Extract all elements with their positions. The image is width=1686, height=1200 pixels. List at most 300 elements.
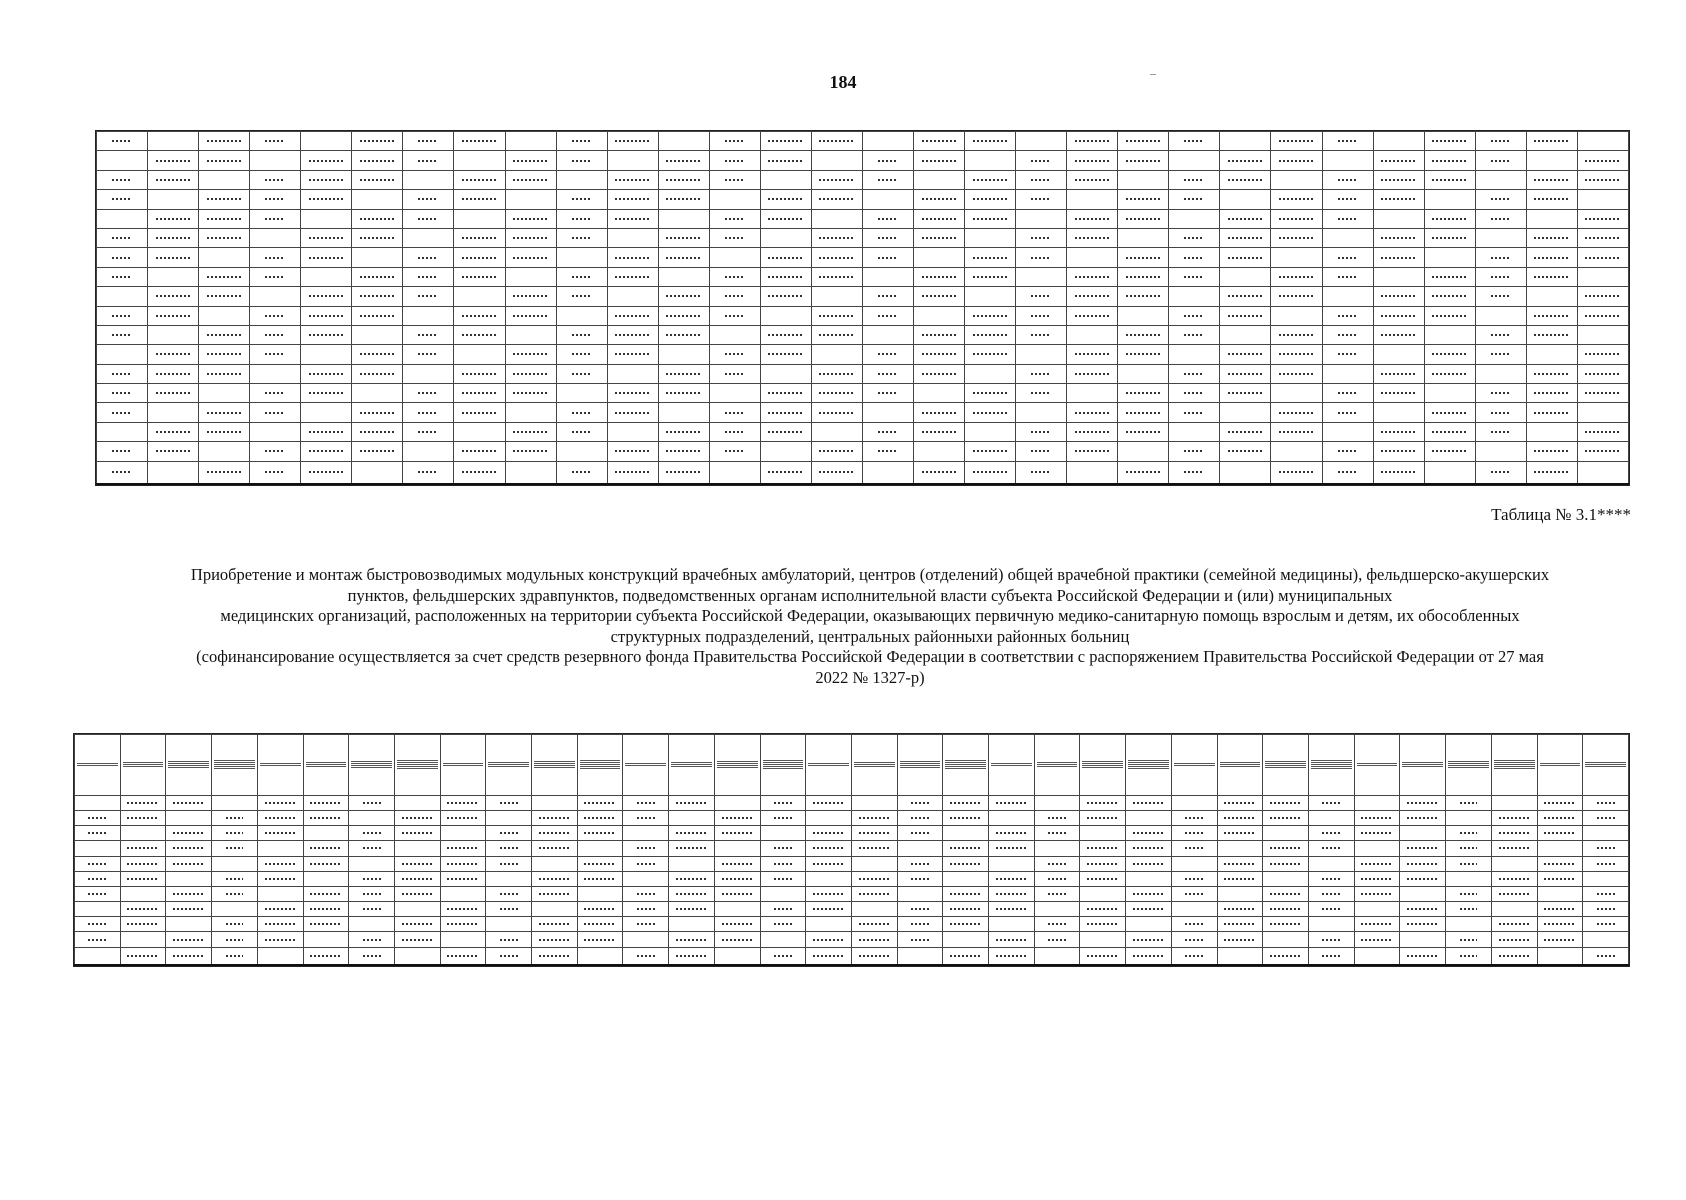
table-cell xyxy=(1424,461,1475,484)
table-cell xyxy=(760,267,811,286)
table-cell xyxy=(897,810,943,825)
table-cell xyxy=(1034,856,1080,871)
table-row xyxy=(75,871,1629,886)
illegible-text-mark xyxy=(500,893,518,895)
table-cell xyxy=(97,442,148,461)
illegible-text-mark xyxy=(676,939,707,941)
illegible-text-mark xyxy=(1585,218,1620,220)
table-cell xyxy=(403,170,454,189)
illegible-text-mark xyxy=(666,237,701,239)
illegible-text-mark xyxy=(265,412,285,414)
illegible-text-mark xyxy=(900,767,941,768)
illegible-text-mark xyxy=(1491,140,1511,142)
illegible-text-mark xyxy=(722,863,753,865)
illegible-text-mark xyxy=(513,179,548,181)
illegible-text-mark xyxy=(1075,353,1110,355)
table-cell xyxy=(1308,871,1354,886)
table-cell xyxy=(454,287,505,306)
illegible-text-mark xyxy=(1432,276,1467,278)
illegible-text-mark xyxy=(637,923,655,925)
table-cell xyxy=(1526,287,1577,306)
table-cell xyxy=(486,932,532,947)
table-cell xyxy=(669,932,715,947)
upper-table-grid xyxy=(96,131,1629,485)
illegible-text-mark xyxy=(973,412,1008,414)
illegible-text-mark xyxy=(1585,766,1626,767)
page-number: 184 xyxy=(829,72,857,92)
table-cell xyxy=(394,917,440,932)
table-cell xyxy=(1322,442,1373,461)
table-cell xyxy=(394,947,440,965)
illegible-text-mark xyxy=(1133,847,1164,849)
table-cell xyxy=(250,287,301,306)
table-cell xyxy=(607,325,658,344)
illegible-text-mark xyxy=(207,295,242,297)
table-cell xyxy=(806,947,852,965)
table-cell xyxy=(1220,403,1271,422)
table-cell xyxy=(1169,422,1220,441)
illegible-text-mark xyxy=(447,802,478,804)
table-cell xyxy=(669,841,715,856)
table-cell xyxy=(1446,856,1492,871)
illegible-text-mark xyxy=(1048,923,1066,925)
table-cell xyxy=(199,345,250,364)
table-cell xyxy=(1373,325,1424,344)
illegible-text-mark xyxy=(625,763,666,764)
table-cell xyxy=(97,248,148,267)
illegible-text-mark xyxy=(112,471,132,473)
table-cell xyxy=(862,461,913,484)
illegible-text-mark xyxy=(1338,392,1358,394)
table-cell xyxy=(199,209,250,228)
table-cell xyxy=(806,917,852,932)
illegible-text-mark xyxy=(1381,373,1416,375)
illegible-text-mark xyxy=(1133,832,1164,834)
illegible-text-mark xyxy=(360,276,395,278)
table-cell xyxy=(505,461,556,484)
table-cell xyxy=(250,267,301,286)
illegible-text-mark xyxy=(996,878,1027,880)
table-cell xyxy=(862,151,913,170)
illegible-text-mark xyxy=(1220,762,1261,763)
table-cell xyxy=(556,364,607,383)
illegible-text-mark xyxy=(1597,955,1615,957)
illegible-text-mark xyxy=(513,392,548,394)
illegible-text-mark xyxy=(1037,766,1078,767)
illegible-text-mark xyxy=(207,198,242,200)
table-cell xyxy=(532,902,578,917)
illegible-text-mark xyxy=(945,762,986,763)
table-cell xyxy=(301,384,352,403)
illegible-text-mark xyxy=(768,471,803,473)
illegible-text-mark xyxy=(768,276,803,278)
table-cell xyxy=(1263,947,1309,965)
illegible-text-mark xyxy=(996,955,1027,957)
table-cell xyxy=(811,287,862,306)
table-cell xyxy=(303,917,349,932)
table-cell xyxy=(989,871,1035,886)
table-cell xyxy=(556,442,607,461)
table-cell xyxy=(577,871,623,886)
illegible-text-mark xyxy=(1499,847,1530,849)
table-cell xyxy=(577,947,623,965)
table-cell xyxy=(303,902,349,917)
table-cell xyxy=(1322,461,1373,484)
table-cell xyxy=(556,170,607,189)
illegible-text-mark xyxy=(265,923,296,925)
illegible-text-mark xyxy=(310,817,341,819)
illegible-text-mark xyxy=(1597,863,1615,865)
illegible-text-mark xyxy=(1128,760,1169,761)
table-cell xyxy=(352,325,403,344)
illegible-text-mark xyxy=(265,392,285,394)
illegible-text-mark xyxy=(1460,802,1478,804)
table-cell xyxy=(1169,442,1220,461)
table-cell xyxy=(394,902,440,917)
illegible-text-mark xyxy=(1322,802,1340,804)
illegible-text-mark xyxy=(1460,893,1478,895)
illegible-text-mark xyxy=(572,295,592,297)
table-cell xyxy=(760,932,806,947)
table-cell xyxy=(1169,384,1220,403)
table-cell xyxy=(1016,267,1067,286)
table-cell xyxy=(486,735,532,796)
illegible-text-mark xyxy=(265,315,285,317)
table-cell xyxy=(760,228,811,247)
table-cell xyxy=(120,735,166,796)
illegible-text-mark xyxy=(1270,955,1301,957)
illegible-text-mark xyxy=(309,295,344,297)
illegible-text-mark xyxy=(539,923,570,925)
illegible-text-mark xyxy=(768,198,803,200)
illegible-text-mark xyxy=(1031,392,1051,394)
table-cell xyxy=(403,403,454,422)
illegible-text-mark xyxy=(112,315,132,317)
table-cell xyxy=(1067,248,1118,267)
illegible-text-mark xyxy=(1585,257,1620,259)
table-cell xyxy=(943,902,989,917)
table-cell xyxy=(301,228,352,247)
illegible-text-mark xyxy=(1184,198,1204,200)
table-cell xyxy=(1067,403,1118,422)
table-row xyxy=(97,364,1629,383)
table-cell xyxy=(943,810,989,825)
table-cell xyxy=(1577,190,1628,209)
illegible-text-mark xyxy=(1185,893,1203,895)
table-cell xyxy=(1322,306,1373,325)
illegible-text-mark xyxy=(996,939,1027,941)
illegible-text-mark xyxy=(1585,315,1620,317)
illegible-text-mark xyxy=(813,802,844,804)
illegible-text-mark xyxy=(1037,764,1078,765)
table-cell xyxy=(1400,947,1446,965)
table-cell xyxy=(806,826,852,841)
illegible-text-mark xyxy=(922,140,957,142)
illegible-text-mark xyxy=(1597,893,1615,895)
table-cell xyxy=(1171,810,1217,825)
illegible-text-mark xyxy=(173,863,204,865)
illegible-text-mark xyxy=(945,760,986,761)
table-cell xyxy=(454,209,505,228)
illegible-text-mark xyxy=(207,334,242,336)
illegible-text-mark xyxy=(1491,295,1511,297)
illegible-text-mark xyxy=(351,767,392,768)
table-cell xyxy=(658,228,709,247)
table-cell xyxy=(1118,325,1169,344)
table-cell xyxy=(914,364,965,383)
illegible-text-mark xyxy=(637,893,655,895)
illegible-text-mark xyxy=(1544,832,1575,834)
illegible-text-mark xyxy=(127,955,158,957)
table-cell xyxy=(394,841,440,856)
table-cell xyxy=(1322,325,1373,344)
table-cell xyxy=(301,267,352,286)
table-cell xyxy=(148,190,199,209)
table-row xyxy=(97,384,1629,403)
illegible-text-mark xyxy=(1448,763,1489,764)
table-cell xyxy=(1424,325,1475,344)
table-cell xyxy=(1424,364,1475,383)
table-cell xyxy=(1171,795,1217,810)
table-cell xyxy=(862,345,913,364)
table-cell xyxy=(120,871,166,886)
table-row xyxy=(97,228,1629,247)
illegible-text-mark xyxy=(1494,768,1535,769)
table-cell xyxy=(1118,306,1169,325)
illegible-text-mark xyxy=(173,908,204,910)
table-cell xyxy=(454,267,505,286)
table-cell xyxy=(862,190,913,209)
illegible-text-mark xyxy=(1361,923,1392,925)
table-cell xyxy=(1080,947,1126,965)
table-cell xyxy=(1220,170,1271,189)
table-cell xyxy=(760,306,811,325)
illegible-text-mark xyxy=(859,817,890,819)
table-cell xyxy=(75,810,121,825)
illegible-text-mark xyxy=(360,160,395,162)
table-cell xyxy=(1034,902,1080,917)
table-cell xyxy=(120,856,166,871)
table-cell xyxy=(1118,364,1169,383)
table-cell xyxy=(897,932,943,947)
illegible-text-mark xyxy=(615,450,650,452)
illegible-text-mark xyxy=(1270,817,1301,819)
illegible-text-mark xyxy=(1174,763,1215,764)
illegible-text-mark xyxy=(306,766,347,767)
illegible-text-mark xyxy=(1075,450,1110,452)
illegible-text-mark xyxy=(309,315,344,317)
table-cell xyxy=(403,364,454,383)
illegible-text-mark xyxy=(1048,893,1066,895)
table-cell xyxy=(1169,132,1220,151)
table-cell xyxy=(577,735,623,796)
table-cell xyxy=(166,886,212,901)
table-cell xyxy=(212,871,258,886)
illegible-text-mark xyxy=(265,257,285,259)
illegible-text-mark xyxy=(950,908,981,910)
illegible-text-mark xyxy=(763,764,804,765)
table-cell xyxy=(505,364,556,383)
table-cell xyxy=(1217,856,1263,871)
illegible-text-mark xyxy=(1031,471,1051,473)
table-cell xyxy=(989,735,1035,796)
table-cell xyxy=(1491,932,1537,947)
table-cell xyxy=(1169,345,1220,364)
illegible-text-mark xyxy=(768,412,803,414)
table-row xyxy=(97,403,1629,422)
title-line: (софинансирование осуществляется за счет средств резервного фонда Правительства Российской Федерации в соответствии с распоряжением Правительства Российской Федерации от 27 мая xyxy=(196,647,1544,666)
table-cell xyxy=(403,384,454,403)
illegible-text-mark xyxy=(973,179,1008,181)
table-cell xyxy=(943,917,989,932)
illegible-text-mark xyxy=(945,766,986,767)
table-cell xyxy=(1475,384,1526,403)
illegible-text-mark xyxy=(911,802,929,804)
table-cell xyxy=(1322,209,1373,228)
illegible-text-mark xyxy=(991,763,1032,764)
illegible-text-mark xyxy=(1585,237,1620,239)
illegible-text-mark xyxy=(1270,863,1301,865)
table-cell xyxy=(1424,228,1475,247)
table-cell xyxy=(1475,403,1526,422)
table-cell xyxy=(943,841,989,856)
illegible-text-mark xyxy=(1184,276,1204,278)
illegible-text-mark xyxy=(397,760,438,761)
table-cell xyxy=(257,856,303,871)
table-cell xyxy=(658,132,709,151)
table-cell xyxy=(914,403,965,422)
illegible-text-mark xyxy=(973,198,1008,200)
illegible-text-mark xyxy=(127,863,158,865)
illegible-text-mark xyxy=(77,763,118,764)
table-cell xyxy=(658,209,709,228)
table-cell xyxy=(1271,345,1322,364)
table-cell xyxy=(989,795,1035,810)
table-cell xyxy=(1424,248,1475,267)
table-cell xyxy=(1126,735,1172,796)
table-cell xyxy=(1080,841,1126,856)
table-cell xyxy=(120,902,166,917)
table-cell xyxy=(212,886,258,901)
illegible-text-mark xyxy=(1031,179,1051,181)
table-cell xyxy=(709,287,760,306)
table-cell xyxy=(851,841,897,856)
illegible-text-mark xyxy=(534,767,575,768)
table-cell xyxy=(1526,422,1577,441)
illegible-text-mark xyxy=(173,847,204,849)
table-cell xyxy=(989,947,1035,965)
table-cell xyxy=(212,841,258,856)
table-cell xyxy=(250,228,301,247)
table-cell xyxy=(811,403,862,422)
illegible-text-mark xyxy=(462,140,497,142)
illegible-text-mark xyxy=(878,160,898,162)
table-cell xyxy=(250,461,301,484)
table-cell xyxy=(1169,190,1220,209)
illegible-text-mark xyxy=(973,450,1008,452)
illegible-text-mark xyxy=(819,373,854,375)
title-line: 2022 № 1327-р) xyxy=(815,667,925,687)
illegible-text-mark xyxy=(819,237,854,239)
illegible-text-mark xyxy=(127,908,158,910)
table-cell xyxy=(303,947,349,965)
table-cell xyxy=(1118,422,1169,441)
illegible-text-mark xyxy=(878,295,898,297)
table-cell xyxy=(1446,810,1492,825)
illegible-text-mark xyxy=(1585,431,1620,433)
illegible-text-mark xyxy=(572,412,592,414)
illegible-text-mark xyxy=(572,373,592,375)
illegible-text-mark xyxy=(572,160,592,162)
table-cell xyxy=(1354,810,1400,825)
illegible-text-mark xyxy=(265,276,285,278)
illegible-text-mark xyxy=(859,923,890,925)
illegible-text-mark xyxy=(813,908,844,910)
table-cell xyxy=(301,209,352,228)
illegible-text-mark xyxy=(207,431,242,433)
illegible-text-mark xyxy=(1407,863,1438,865)
illegible-text-mark xyxy=(447,863,478,865)
table-cell xyxy=(1126,886,1172,901)
table-cell xyxy=(607,364,658,383)
table-cell xyxy=(1220,267,1271,286)
table-cell xyxy=(1263,856,1309,871)
illegible-text-mark xyxy=(1075,218,1110,220)
table-cell xyxy=(301,422,352,441)
table-cell xyxy=(1373,306,1424,325)
table-cell xyxy=(403,306,454,325)
table-cell xyxy=(1169,267,1220,286)
table-cell xyxy=(714,795,760,810)
illegible-text-mark xyxy=(774,955,792,957)
illegible-text-mark xyxy=(1220,764,1261,765)
table-cell xyxy=(556,228,607,247)
table-cell xyxy=(1373,248,1424,267)
illegible-text-mark xyxy=(1075,431,1110,433)
illegible-text-mark xyxy=(584,802,615,804)
table-cell xyxy=(1446,902,1492,917)
lower-table-grid xyxy=(74,734,1629,966)
table-cell xyxy=(811,325,862,344)
table-cell xyxy=(1271,228,1322,247)
illegible-text-mark xyxy=(488,764,529,765)
table-cell xyxy=(623,932,669,947)
table-cell xyxy=(851,886,897,901)
table-cell xyxy=(1537,856,1583,871)
illegible-text-mark xyxy=(1185,847,1203,849)
table-cell xyxy=(1169,228,1220,247)
table-cell xyxy=(403,209,454,228)
table-cell xyxy=(1354,886,1400,901)
table-cell xyxy=(1217,810,1263,825)
table-cell xyxy=(97,209,148,228)
table-cell xyxy=(1271,151,1322,170)
illegible-text-mark xyxy=(911,878,929,880)
table-cell xyxy=(1271,306,1322,325)
illegible-text-mark xyxy=(402,923,433,925)
illegible-text-mark xyxy=(1491,257,1511,259)
table-cell xyxy=(303,795,349,810)
illegible-text-mark xyxy=(123,762,164,763)
table-cell xyxy=(1034,886,1080,901)
table-cell xyxy=(505,170,556,189)
illegible-text-mark xyxy=(615,276,650,278)
illegible-text-mark xyxy=(763,762,804,763)
illegible-text-mark xyxy=(1279,295,1314,297)
illegible-text-mark xyxy=(1087,923,1118,925)
table-cell xyxy=(352,442,403,461)
illegible-text-mark xyxy=(127,878,158,880)
